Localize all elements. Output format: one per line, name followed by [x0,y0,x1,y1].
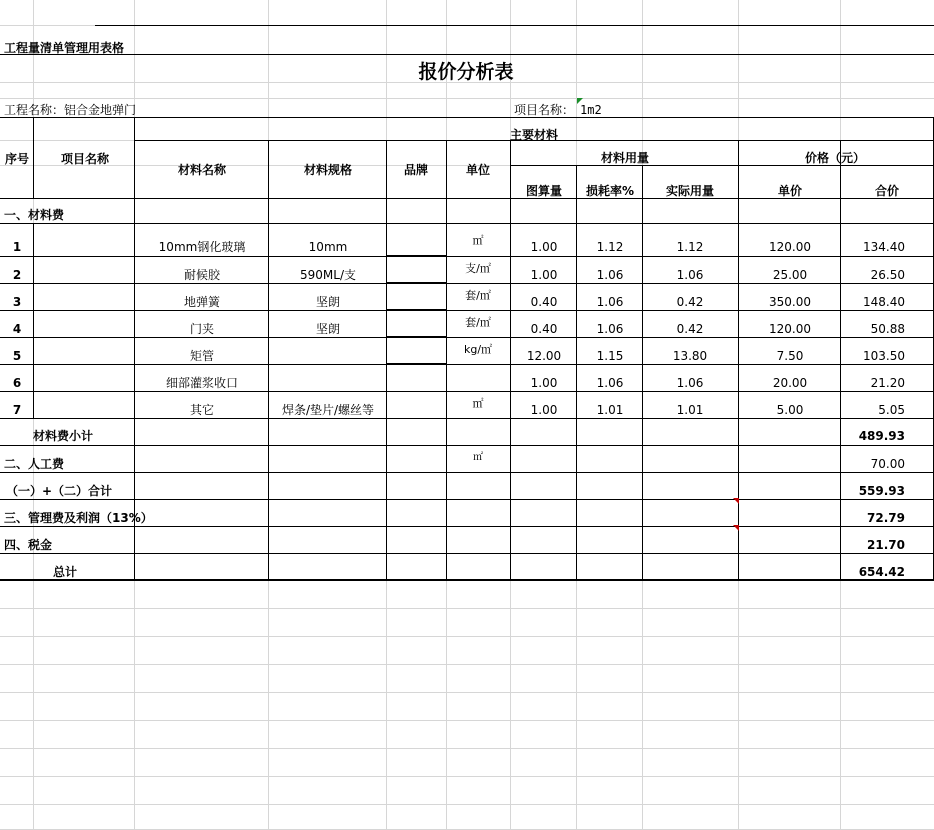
cell-calc: 1.00 [530,240,558,254]
border-line [642,165,643,198]
cell-unit: kg/㎡ [463,343,493,356]
comment-marker [733,498,739,504]
cell-actual: 1.06 [676,376,704,390]
border-line [642,198,643,580]
cell-unit: 支/㎡ [465,262,491,275]
cell-actual: 1.01 [676,403,704,417]
gridline [0,804,934,805]
cell-no: 6 [12,376,22,390]
cell-spec: 坚朗 [315,322,341,336]
tax-value: 21.70 [867,538,905,552]
cell-calc: 0.40 [530,295,558,309]
cell-unit: 套/㎡ [465,316,491,329]
cell-name: 10mm钢化玻璃 [158,240,246,254]
item-name-label: 项目名称： [514,103,575,117]
header-material-qty: 材料用量 [600,151,650,165]
border-line [386,140,387,198]
cell-actual: 1.06 [676,268,704,282]
cell-name: 耐候胶 [183,268,221,282]
border-line [510,165,934,166]
gridline [0,636,934,637]
cell-no: 7 [12,403,22,417]
gridline [0,748,934,749]
mgmt-profit-value: 72.79 [867,511,905,525]
header-loss-rate: 损耗率% [585,184,635,198]
cell-spec: 10mm [308,240,348,254]
cell-name: 矩管 [189,349,215,363]
cell-name: 其它 [189,403,215,417]
border-line [0,117,934,118]
border-line [268,140,269,198]
border-line [386,336,446,338]
mgmt-profit-label: 三、管理费及利润（13%） [4,511,153,525]
cell-price: 25.00 [772,268,808,282]
border-line [0,579,934,581]
section-material-cost: 一、材料费 [4,208,65,222]
cell-no: 1 [12,240,22,254]
cell-loss: 1.06 [596,268,624,282]
header-unit-price: 单价 [777,184,803,198]
border-line [0,54,934,55]
border-line [268,198,269,580]
border-line [0,553,934,554]
cell-calc: 12.00 [526,349,562,363]
cell-price: 350.00 [769,295,811,309]
subtotal-label: 材料费小计 [33,429,94,443]
border-line [33,117,34,198]
cell-price: 7.50 [776,349,804,363]
border-line [0,418,934,419]
project-name-label: 工程名称：铝合金地弹门 [4,103,137,117]
border-line [446,140,447,198]
header-brand: 品牌 [403,163,429,177]
cell-name: 门夹 [189,322,215,336]
cell-total: 5.05 [878,403,905,417]
cell-total: 134.40 [863,240,905,254]
cell-loss: 1.06 [596,322,624,336]
cell-price: 120.00 [769,322,811,336]
header-material-spec: 材料规格 [303,163,353,177]
cell-calc: 0.40 [530,322,558,336]
gridline [0,664,934,665]
cell-total: 103.50 [863,349,905,363]
border-line [446,198,447,580]
border-line [840,198,841,580]
border-line [386,363,446,365]
border-line [0,337,934,338]
cell-actual: 13.80 [672,349,708,363]
sum12-value: 559.93 [858,484,905,498]
cell-no: 4 [12,322,22,336]
gridline [0,720,934,721]
header-main-materials: 主要材料 [509,128,559,142]
border-line [95,25,934,26]
cell-price: 120.00 [769,240,811,254]
cell-loss: 1.06 [596,376,624,390]
cell-no: 2 [12,268,22,282]
labor-label: 二、人工费 [4,457,65,471]
comment-marker [577,98,583,104]
border-line [738,198,739,580]
gridline [0,776,934,777]
cell-unit: ㎡ [472,234,484,247]
border-line [576,165,577,198]
gridline [0,608,934,609]
cell-total: 148.40 [863,295,905,309]
border-line [0,526,934,527]
header-actual-qty: 实际用量 [665,184,715,198]
border-line [0,283,934,284]
border-line [0,499,934,500]
cell-actual: 0.42 [676,322,704,336]
page-title: 报价分析表 [418,61,514,83]
border-line [0,472,934,473]
cell-unit: 套/㎡ [465,289,491,302]
gridline [0,692,934,693]
border-line [0,198,934,199]
border-line [386,309,446,311]
tax-label: 四、税金 [4,538,53,552]
cell-total: 21.20 [870,376,905,390]
comment-marker [733,525,739,531]
header-price: 价格（元） [804,151,866,165]
header-seq: 序号 [4,152,30,166]
border-line [33,223,34,418]
cell-total: 26.50 [870,268,905,282]
cell-calc: 1.00 [530,403,558,417]
subtotal-value: 489.93 [858,429,905,443]
cell-name: 细部灌浆收口 [165,376,239,390]
border-line [0,223,934,224]
border-line [0,364,934,365]
cell-loss: 1.12 [596,240,624,254]
header-total-price: 合价 [874,184,900,198]
border-line [0,256,934,257]
cell-spec: 590ML/支 [300,268,356,282]
header-material-name: 材料名称 [177,163,227,177]
sheet-header-label: 工程量清单管理用表格 [4,41,125,55]
cell-loss: 1.01 [596,403,624,417]
cell-unit: ㎡ [472,397,484,410]
border-line [510,140,511,198]
cell-name: 地弹簧 [183,295,221,309]
labor-unit: ㎡ [473,452,483,463]
cell-spec: 焊条/垫片/螺丝等 [281,403,375,417]
cell-calc: 1.00 [530,376,558,390]
header-project: 项目名称 [60,152,110,166]
cell-actual: 0.42 [676,295,704,309]
cell-spec: 坚朗 [315,295,341,309]
border-line [840,140,841,198]
border-line [386,255,446,257]
border-line [0,445,934,446]
border-line [386,282,446,284]
border-line [0,310,934,311]
cell-loss: 1.06 [596,295,624,309]
border-line [576,198,577,580]
header-calc-qty: 图算量 [525,184,563,198]
cell-price: 5.00 [776,403,804,417]
item-name-value: 1m2 [580,103,602,117]
border-line [510,198,511,580]
cell-price: 20.00 [772,376,808,390]
cell-loss: 1.15 [596,349,624,363]
total-label: 总计 [53,565,78,579]
cell-total: 50.88 [870,322,905,336]
labor-value: 70.00 [870,457,905,471]
cell-actual: 1.12 [676,240,704,254]
border-line [738,140,739,198]
cell-no: 3 [12,295,22,309]
header-unit: 单位 [465,163,491,177]
sum12-label: （一）+（二）合计 [6,484,113,498]
cell-no: 5 [12,349,22,363]
total-value: 654.42 [858,565,905,579]
gridline [0,98,934,99]
cell-calc: 1.00 [530,268,558,282]
border-line [0,391,934,392]
